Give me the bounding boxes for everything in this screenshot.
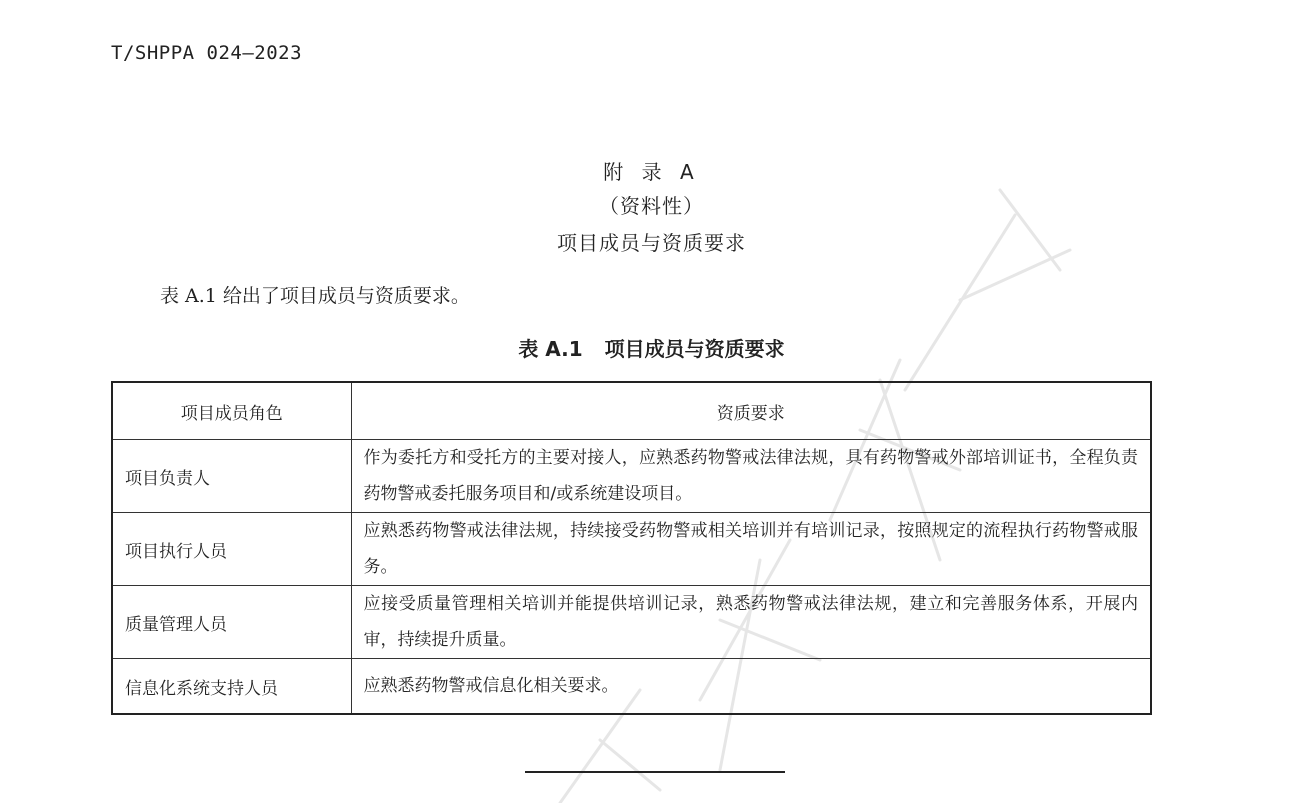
- requirement-cell: 应接受质量管理相关培训并能提供培训记录，熟悉药物警戒法律法规，建立和完善服务体系，开展内审，持续提升质量。: [351, 586, 1151, 659]
- table-row: [112, 586, 1151, 659]
- table-row: [112, 659, 1151, 715]
- table-header-row: [112, 382, 1151, 440]
- intro-paragraph: 表 A.1 给出了项目成员与资质要求。: [160, 285, 470, 307]
- requirement-cell: 应熟悉药物警戒法律法规，持续接受药物警戒相关培训并有培训记录，按照规定的流程执行药物警戒服务。: [351, 513, 1151, 586]
- table-caption: [0, 333, 1303, 362]
- role-cell: 项目负责人: [112, 440, 351, 513]
- column-header-role: 项目成员角色: [112, 382, 351, 440]
- role-cell: 项目执行人员: [112, 513, 351, 586]
- role-cell: 信息化系统支持人员: [112, 659, 351, 715]
- table-row: [112, 440, 1151, 513]
- requirement-cell: 作为委托方和受托方的主要对接人，应熟悉药物警戒法律法规，具有药物警戒外部培训证书，全程负责药物警戒委托服务项目和/或系统建设项目。: [351, 440, 1151, 513]
- appendix-heading: 项目成员与资质要求: [557, 231, 746, 255]
- qualification-table: [111, 381, 1152, 715]
- column-header-requirement: 资质要求: [351, 382, 1151, 440]
- appendix-nature: （资料性）: [599, 194, 704, 218]
- table-caption-title: 项目成员与资质要求: [604, 337, 785, 361]
- appendix-title: 附 录 A: [603, 160, 700, 184]
- end-rule: [525, 771, 785, 773]
- requirement-cell: 应熟悉药物警戒信息化相关要求。: [351, 659, 1151, 715]
- table-caption-number: 表 A.1: [518, 337, 583, 361]
- role-cell: 质量管理人员: [112, 586, 351, 659]
- table-row: [112, 513, 1151, 586]
- document-code: T/SHPPA 024—2023: [111, 42, 303, 64]
